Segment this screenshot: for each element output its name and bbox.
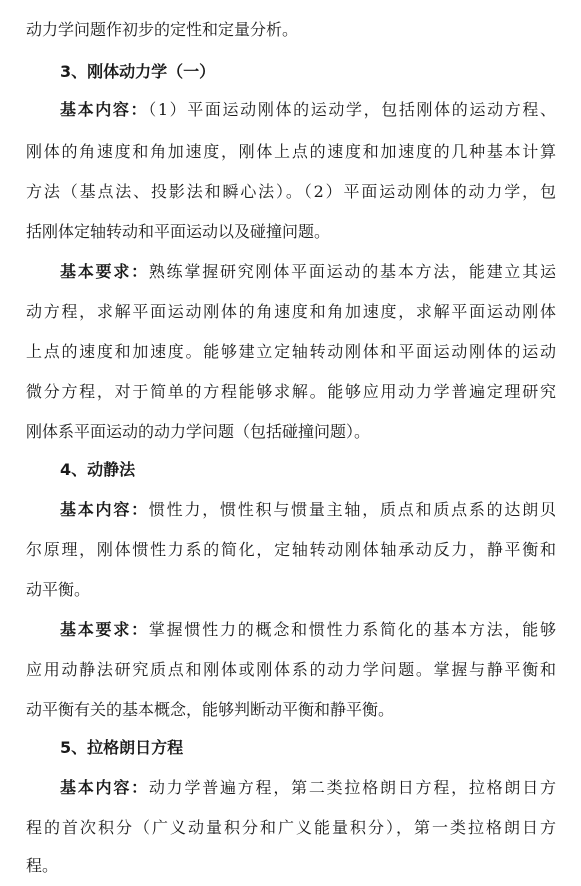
section-3-content-line-2: 刚体的角速度和角加速度，刚体上点的速度和加速度的几种基本计算 [26,142,556,161]
section-5-content-label: 基本内容： [60,778,149,797]
intro-tail-line: 动力学问题作初步的定性和定量分析。 [26,20,299,39]
section-4-requirement-label: 基本要求： [60,620,149,639]
section-3-content-line-3: 方法（基点法、投影法和瞬心法）。（2）平面运动刚体的动力学，包 [26,182,556,201]
section-4-content-line-3: 动平衡。 [26,580,91,599]
section-4-content-line-2: 尔原理，刚体惯性力系的简化，定轴转动刚体轴承动反力，静平衡和 [26,540,556,559]
section-3-heading: 3、刚体动力学（一） [60,62,216,81]
section-4-requirement-line-3: 动平衡有关的基本概念，能够判断动平衡和静平衡。 [26,700,395,719]
section-3-content-line-4: 括刚体定轴转动和平面运动以及碰撞问题。 [26,222,331,241]
section-5-heading: 5、拉格朗日方程 [60,738,184,757]
section-3-content-label: 基本内容： [60,100,149,119]
section-5-content-line-2: 程的首次积分（广义动量积分和广义能量积分），第一类拉格朗日方 [26,818,556,837]
section-4-requirement-line-1: 基本要求：掌握惯性力的概念和惯性力系简化的基本方法，能够 [60,620,556,639]
section-4-content-line-1: 基本内容：惯性力，惯性积与惯量主轴，质点和质点系的达朗贝 [60,500,556,519]
section-3-requirement-line-1: 基本要求：熟练掌握研究刚体平面运动的基本方法，能建立其运 [60,262,556,281]
section-4-content-label: 基本内容： [60,500,149,519]
section-5-content-line-1: 基本内容：动力学普遍方程，第二类拉格朗日方程，拉格朗日方 [60,778,556,797]
section-3-requirement-line-4: 微分方程，对于简单的方程能够求解。能够应用动力学普遍定理研究 [26,382,556,401]
section-5-content-line-3: 程。 [26,856,59,875]
section-4-requirement-line-2: 应用动静法研究质点和刚体或刚体系的动力学问题。掌握与静平衡和 [26,660,556,679]
section-4-heading: 4、动静法 [60,460,136,479]
section-3-requirement-line-3: 上点的速度和加速度。能够建立定轴转动刚体和平面运动刚体的运动 [26,342,556,361]
section-3-requirement-line-2: 动方程，求解平面运动刚体的角速度和角加速度，求解平面运动刚体 [26,302,556,321]
section-3-content-line-1: 基本内容：（1）平面运动刚体的运动学，包括刚体的运动方程、 [60,100,556,119]
section-3-requirement-label: 基本要求： [60,262,149,281]
section-3-requirement-line-5: 刚体系平面运动的动力学问题（包括碰撞问题）。 [26,422,371,441]
